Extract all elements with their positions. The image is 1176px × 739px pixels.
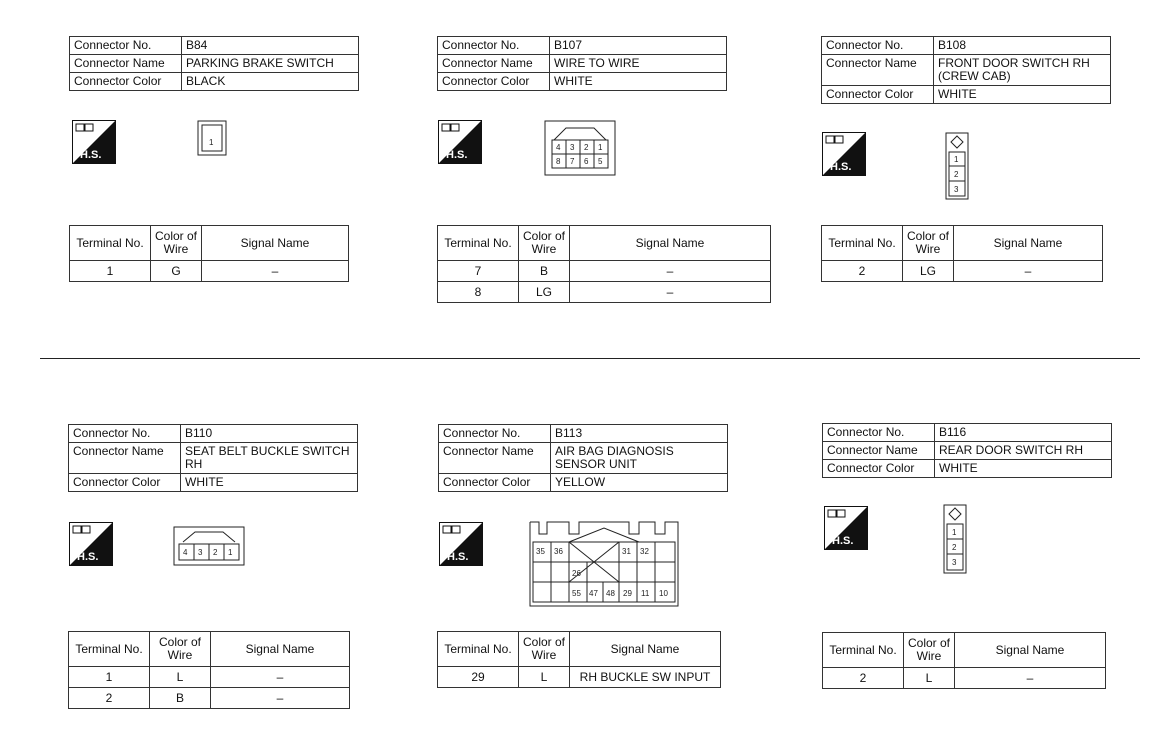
pin-label: 7	[570, 157, 575, 166]
connector-b116	[822, 423, 1112, 478]
terminal-no-header: Terminal No.	[438, 226, 519, 261]
pin-label: 32	[640, 547, 649, 556]
signal-name-header: Signal Name	[570, 226, 771, 261]
pin-label: 3	[570, 143, 575, 152]
terminal-table-b84	[69, 225, 349, 282]
pin-label: 31	[622, 547, 631, 556]
connector-name-value: REAR DOOR SWITCH RH	[935, 442, 1112, 460]
connector-b113	[438, 424, 728, 492]
pin-label: 1	[228, 548, 233, 557]
terminal-no-cell: 1	[70, 261, 151, 282]
connector-color-value: WHITE	[934, 86, 1111, 104]
pin-label: 2	[954, 170, 959, 179]
pin-label: 1	[952, 528, 957, 537]
connector-info-table	[69, 36, 359, 91]
signal-name-cell: –	[211, 688, 350, 709]
wire-color-header: Color of Wire	[151, 226, 202, 261]
connector-color-label: Connector Color	[69, 474, 181, 492]
connector-no-label: Connector No.	[438, 37, 550, 55]
hs-label: H.S.	[77, 551, 99, 563]
connector-face-b84	[197, 120, 227, 156]
terminal-table-b108	[821, 225, 1103, 282]
connector-no-value: B108	[934, 37, 1111, 55]
pin-label: 5	[598, 157, 603, 166]
terminal-no-header: Terminal No.	[438, 632, 519, 667]
hs-label: H.S.	[830, 161, 852, 173]
connector-color-label: Connector Color	[439, 474, 551, 492]
wire-color-header: Color of Wire	[519, 226, 570, 261]
terminal-no-header: Terminal No.	[823, 633, 904, 668]
terminal-no-cell: 2	[69, 688, 150, 709]
signal-name-header: Signal Name	[954, 226, 1103, 261]
pin-label: 3	[198, 548, 203, 557]
terminal-table-b110	[68, 631, 350, 709]
hs-label: H.S.	[832, 535, 854, 547]
signal-name-cell: –	[202, 261, 349, 282]
hs-label: H.S.	[447, 551, 469, 563]
connector-name-label: Connector Name	[823, 442, 935, 460]
wire-color-cell: L	[150, 667, 211, 688]
terminal-table-b107	[437, 225, 771, 303]
connector-no-label: Connector No.	[823, 424, 935, 442]
connector-name-label: Connector Name	[439, 443, 551, 474]
harness-side-icon	[438, 120, 482, 164]
wire-color-cell: L	[519, 667, 570, 688]
wire-color-cell: G	[151, 261, 202, 282]
terminal-no-cell: 1	[69, 667, 150, 688]
signal-name-cell: RH BUCKLE SW INPUT	[570, 667, 721, 688]
pin-label: 4	[183, 548, 188, 557]
connector-b107	[437, 36, 727, 91]
connector-color-label: Connector Color	[438, 73, 550, 91]
wire-color-header: Color of Wire	[903, 226, 954, 261]
terminal-no-cell: 29	[438, 667, 519, 688]
pin-label: 6	[584, 157, 589, 166]
connector-name-value: WIRE TO WIRE	[550, 55, 727, 73]
connector-b84	[69, 36, 359, 91]
harness-side-icon	[439, 522, 483, 566]
connector-name-value: FRONT DOOR SWITCH RH (CREW CAB)	[934, 55, 1111, 86]
signal-name-header: Signal Name	[211, 632, 350, 667]
wire-color-cell: L	[904, 668, 955, 689]
connector-color-label: Connector Color	[70, 73, 182, 91]
harness-side-icon	[72, 120, 116, 164]
harness-side-icon	[824, 506, 868, 550]
signal-name-header: Signal Name	[202, 226, 349, 261]
terminal-table-b116	[822, 632, 1106, 689]
pin-label: 2	[952, 543, 957, 552]
connector-face-b110	[173, 526, 245, 566]
connector-no-label: Connector No.	[70, 37, 182, 55]
connector-color-value: WHITE	[181, 474, 358, 492]
pin-label: 11	[641, 589, 650, 598]
wire-color-cell: B	[150, 688, 211, 709]
pin-label: 47	[589, 589, 598, 598]
connector-name-label: Connector Name	[438, 55, 550, 73]
pin-label: 36	[554, 547, 563, 556]
connector-color-value: WHITE	[935, 460, 1112, 478]
harness-side-icon	[822, 132, 866, 176]
connector-name-value: SEAT BELT BUCKLE SWITCH RH	[181, 443, 358, 474]
pin-label: 8	[556, 157, 561, 166]
terminal-table-b113	[437, 631, 721, 688]
connector-b108	[821, 36, 1111, 104]
connector-color-label: Connector Color	[822, 86, 934, 104]
terminal-no-header: Terminal No.	[70, 226, 151, 261]
connector-no-value: B116	[935, 424, 1112, 442]
connector-color-value: YELLOW	[551, 474, 728, 492]
pin-label: 55	[572, 589, 581, 598]
connector-no-label: Connector No.	[822, 37, 934, 55]
pin-label: 35	[536, 547, 545, 556]
hs-label: H.S.	[80, 149, 102, 161]
connector-face-b107	[544, 120, 616, 176]
pin-label: 4	[556, 143, 561, 152]
wire-color-header: Color of Wire	[150, 632, 211, 667]
signal-name-cell: –	[954, 261, 1103, 282]
connector-color-value: WHITE	[550, 73, 727, 91]
connector-name-label: Connector Name	[822, 55, 934, 86]
terminal-no-cell: 2	[822, 261, 903, 282]
signal-name-cell: –	[570, 282, 771, 303]
pin-label: 1	[598, 143, 603, 152]
section-divider	[40, 358, 1140, 359]
terminal-no-header: Terminal No.	[822, 226, 903, 261]
pin-label: 3	[952, 558, 957, 567]
wire-color-cell: LG	[519, 282, 570, 303]
hs-label: H.S.	[446, 149, 468, 161]
pin-label: 26	[572, 569, 581, 578]
terminal-no-cell: 2	[823, 668, 904, 689]
connector-no-value: B110	[181, 425, 358, 443]
connector-face-b116	[943, 504, 967, 574]
terminal-no-header: Terminal No.	[69, 632, 150, 667]
signal-name-cell: –	[955, 668, 1106, 689]
pin-label: 1	[954, 155, 959, 164]
connector-face-b113	[529, 520, 679, 608]
connector-no-value: B84	[182, 37, 359, 55]
pin-label: 29	[623, 589, 632, 598]
harness-side-icon	[69, 522, 113, 566]
connector-no-label: Connector No.	[69, 425, 181, 443]
connector-no-label: Connector No.	[439, 425, 551, 443]
connector-name-value: AIR BAG DIAGNOSIS SENSOR UNIT	[551, 443, 728, 474]
terminal-no-cell: 7	[438, 261, 519, 282]
signal-name-cell: –	[570, 261, 771, 282]
terminal-no-cell: 8	[438, 282, 519, 303]
connector-name-value: PARKING BRAKE SWITCH	[182, 55, 359, 73]
pin-label: 48	[606, 589, 615, 598]
pin-label: 10	[659, 589, 668, 598]
connector-no-value: B113	[551, 425, 728, 443]
wire-color-header: Color of Wire	[519, 632, 570, 667]
wire-color-cell: B	[519, 261, 570, 282]
connector-no-value: B107	[550, 37, 727, 55]
connector-color-value: BLACK	[182, 73, 359, 91]
pin-label: 1	[209, 138, 214, 147]
signal-name-header: Signal Name	[955, 633, 1106, 668]
pin-label: 2	[213, 548, 218, 557]
pin-label: 2	[584, 143, 589, 152]
wire-color-cell: LG	[903, 261, 954, 282]
wire-color-header: Color of Wire	[904, 633, 955, 668]
connector-name-label: Connector Name	[69, 443, 181, 474]
connector-b110	[68, 424, 358, 492]
connector-color-label: Connector Color	[823, 460, 935, 478]
signal-name-cell: –	[211, 667, 350, 688]
connector-face-b108	[945, 132, 969, 200]
signal-name-header: Signal Name	[570, 632, 721, 667]
connector-name-label: Connector Name	[70, 55, 182, 73]
pin-label: 3	[954, 185, 959, 194]
